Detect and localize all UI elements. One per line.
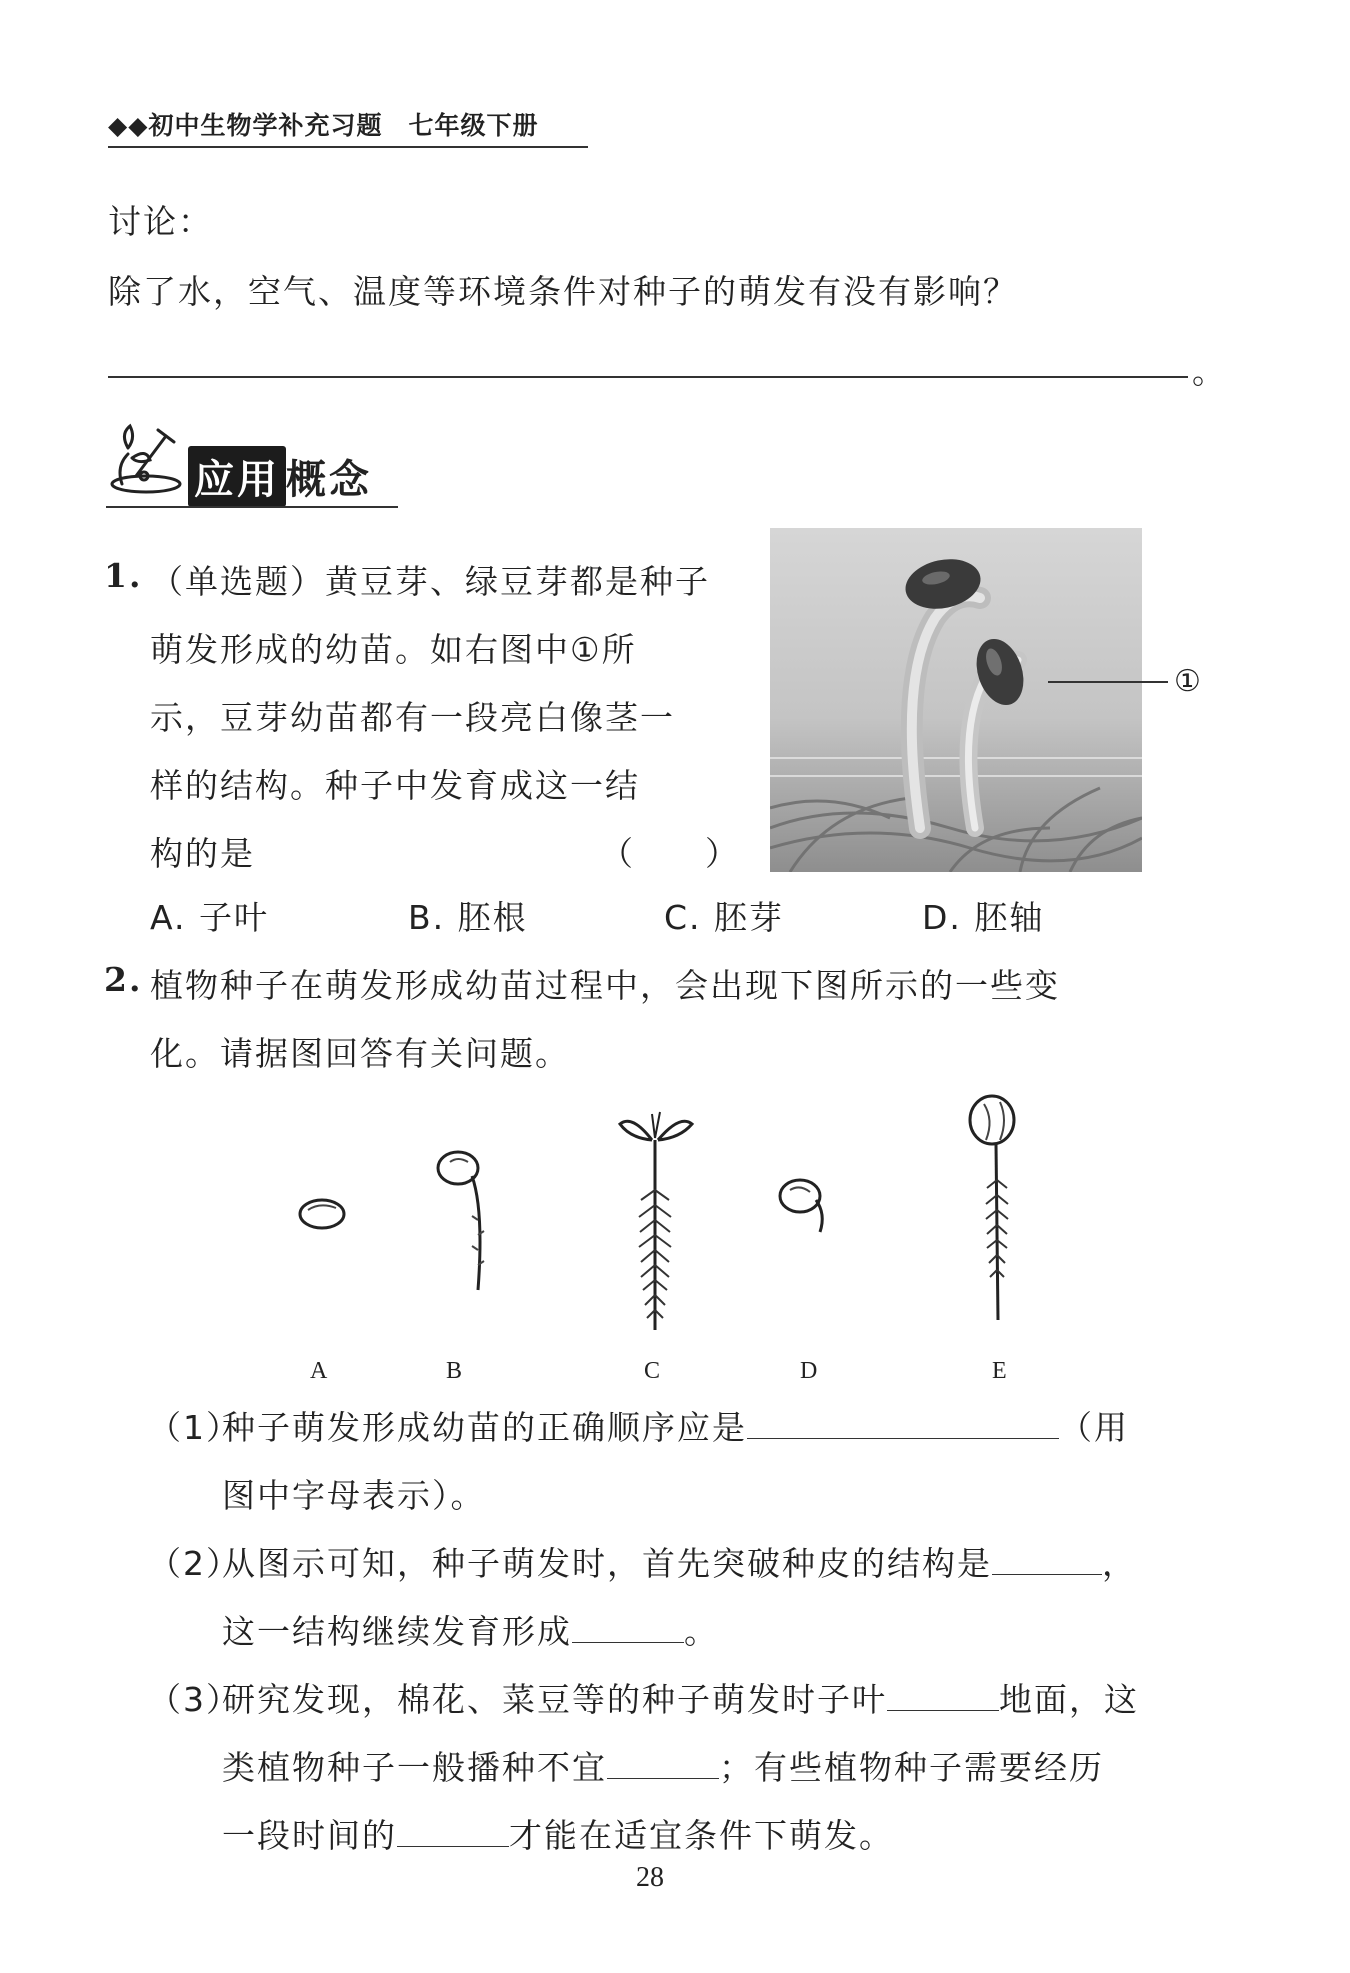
callout-line [1048, 681, 1168, 683]
answer-blank[interactable] [572, 1612, 684, 1643]
seed-d-drawing [780, 1180, 822, 1232]
sub2-line: 从图示可知，种子萌发时，首先突破种皮的结构是 ， [222, 1544, 1137, 1583]
answer-blank[interactable] [747, 1408, 1059, 1439]
bean-sprout-photo [770, 528, 1142, 872]
q1-line: （单选题）黄豆芽、绿豆芽都是种子 [150, 562, 710, 601]
q1-line: 样的结构。种子中发育成这一结 [150, 766, 640, 805]
section-badge: 应用 [188, 446, 286, 507]
section-heading [188, 446, 372, 507]
q1-number: 1. [104, 556, 143, 595]
sub1-line: 图中字母表示）。 [222, 1476, 486, 1515]
q2-number: 2. [104, 960, 143, 999]
book-title: 初中生物学补充习题 [148, 111, 383, 140]
microscope-icon [106, 418, 186, 504]
page-number: 28 [636, 1862, 664, 1893]
option-c: C. 胚芽 [664, 898, 785, 937]
germination-figure [280, 1090, 1060, 1350]
q1-answer-paren: （ ） [600, 834, 740, 873]
figure-label-c: C [644, 1358, 661, 1384]
q1-line: 萌发形成的幼苗。如右图中①所 [150, 630, 637, 669]
seed-a-drawing [300, 1200, 344, 1228]
discussion-label: 讨论： [108, 202, 213, 241]
running-header [108, 106, 538, 142]
answer-blank[interactable] [397, 1816, 509, 1847]
seed-b-drawing [438, 1152, 484, 1290]
sub2-line: 这一结构继续发育形成 。 [222, 1612, 719, 1651]
q2-line: 化。请据图回答有关问题。 [150, 1034, 570, 1073]
section-rule [106, 506, 398, 508]
discussion-question: 除了水，空气、温度等环境条件对种子的萌发有没有影响？ [108, 272, 1018, 311]
figure-label-e: E [992, 1358, 1007, 1384]
answer-line [108, 376, 1188, 378]
q1-line: 构的是 [150, 834, 255, 873]
answer-blank[interactable] [607, 1748, 719, 1779]
q1-line: 示，豆芽幼苗都有一段亮白像茎一 [150, 698, 675, 737]
figure-label-d: D [800, 1358, 818, 1384]
sub3-line: 一段时间的 才能在适宜条件下萌发。 [222, 1816, 894, 1855]
sub3-line: 类植物种子一般播种不宜 ；有些植物种子需要经历 [222, 1748, 1104, 1787]
seedling-c-drawing [620, 1112, 692, 1330]
figure-label-b: B [446, 1358, 463, 1384]
sub3-number: （3） [148, 1680, 241, 1719]
seedling-e-drawing [970, 1096, 1014, 1320]
figure-label-a: A [310, 1358, 328, 1384]
grade-label: 七年级下册 [408, 111, 539, 140]
sub1-line: 种子萌发形成幼苗的正确顺序应是 （用 [222, 1408, 1129, 1447]
callout-label: ① [1174, 664, 1201, 699]
sub1-number: （1） [148, 1408, 241, 1447]
q2-line: 植物种子在萌发形成幼苗过程中，会出现下图所示的一些变 [150, 966, 1060, 1005]
answer-blank[interactable] [992, 1544, 1102, 1575]
option-d: D. 胚轴 [922, 898, 1045, 937]
option-b: B. 胚根 [408, 898, 528, 937]
sub2-number: （2） [148, 1544, 241, 1583]
answer-blank[interactable] [887, 1680, 999, 1711]
option-a: A. 子叶 [150, 898, 269, 937]
section-title: 概念 [286, 457, 372, 503]
answer-end-mark: 。 [1192, 352, 1227, 391]
sub3-line: 研究发现，棉花、菜豆等的种子萌发时子叶 地面，这 [222, 1680, 1139, 1719]
header-rule [108, 146, 588, 148]
diamond-icon: ◆◆ [108, 111, 149, 140]
